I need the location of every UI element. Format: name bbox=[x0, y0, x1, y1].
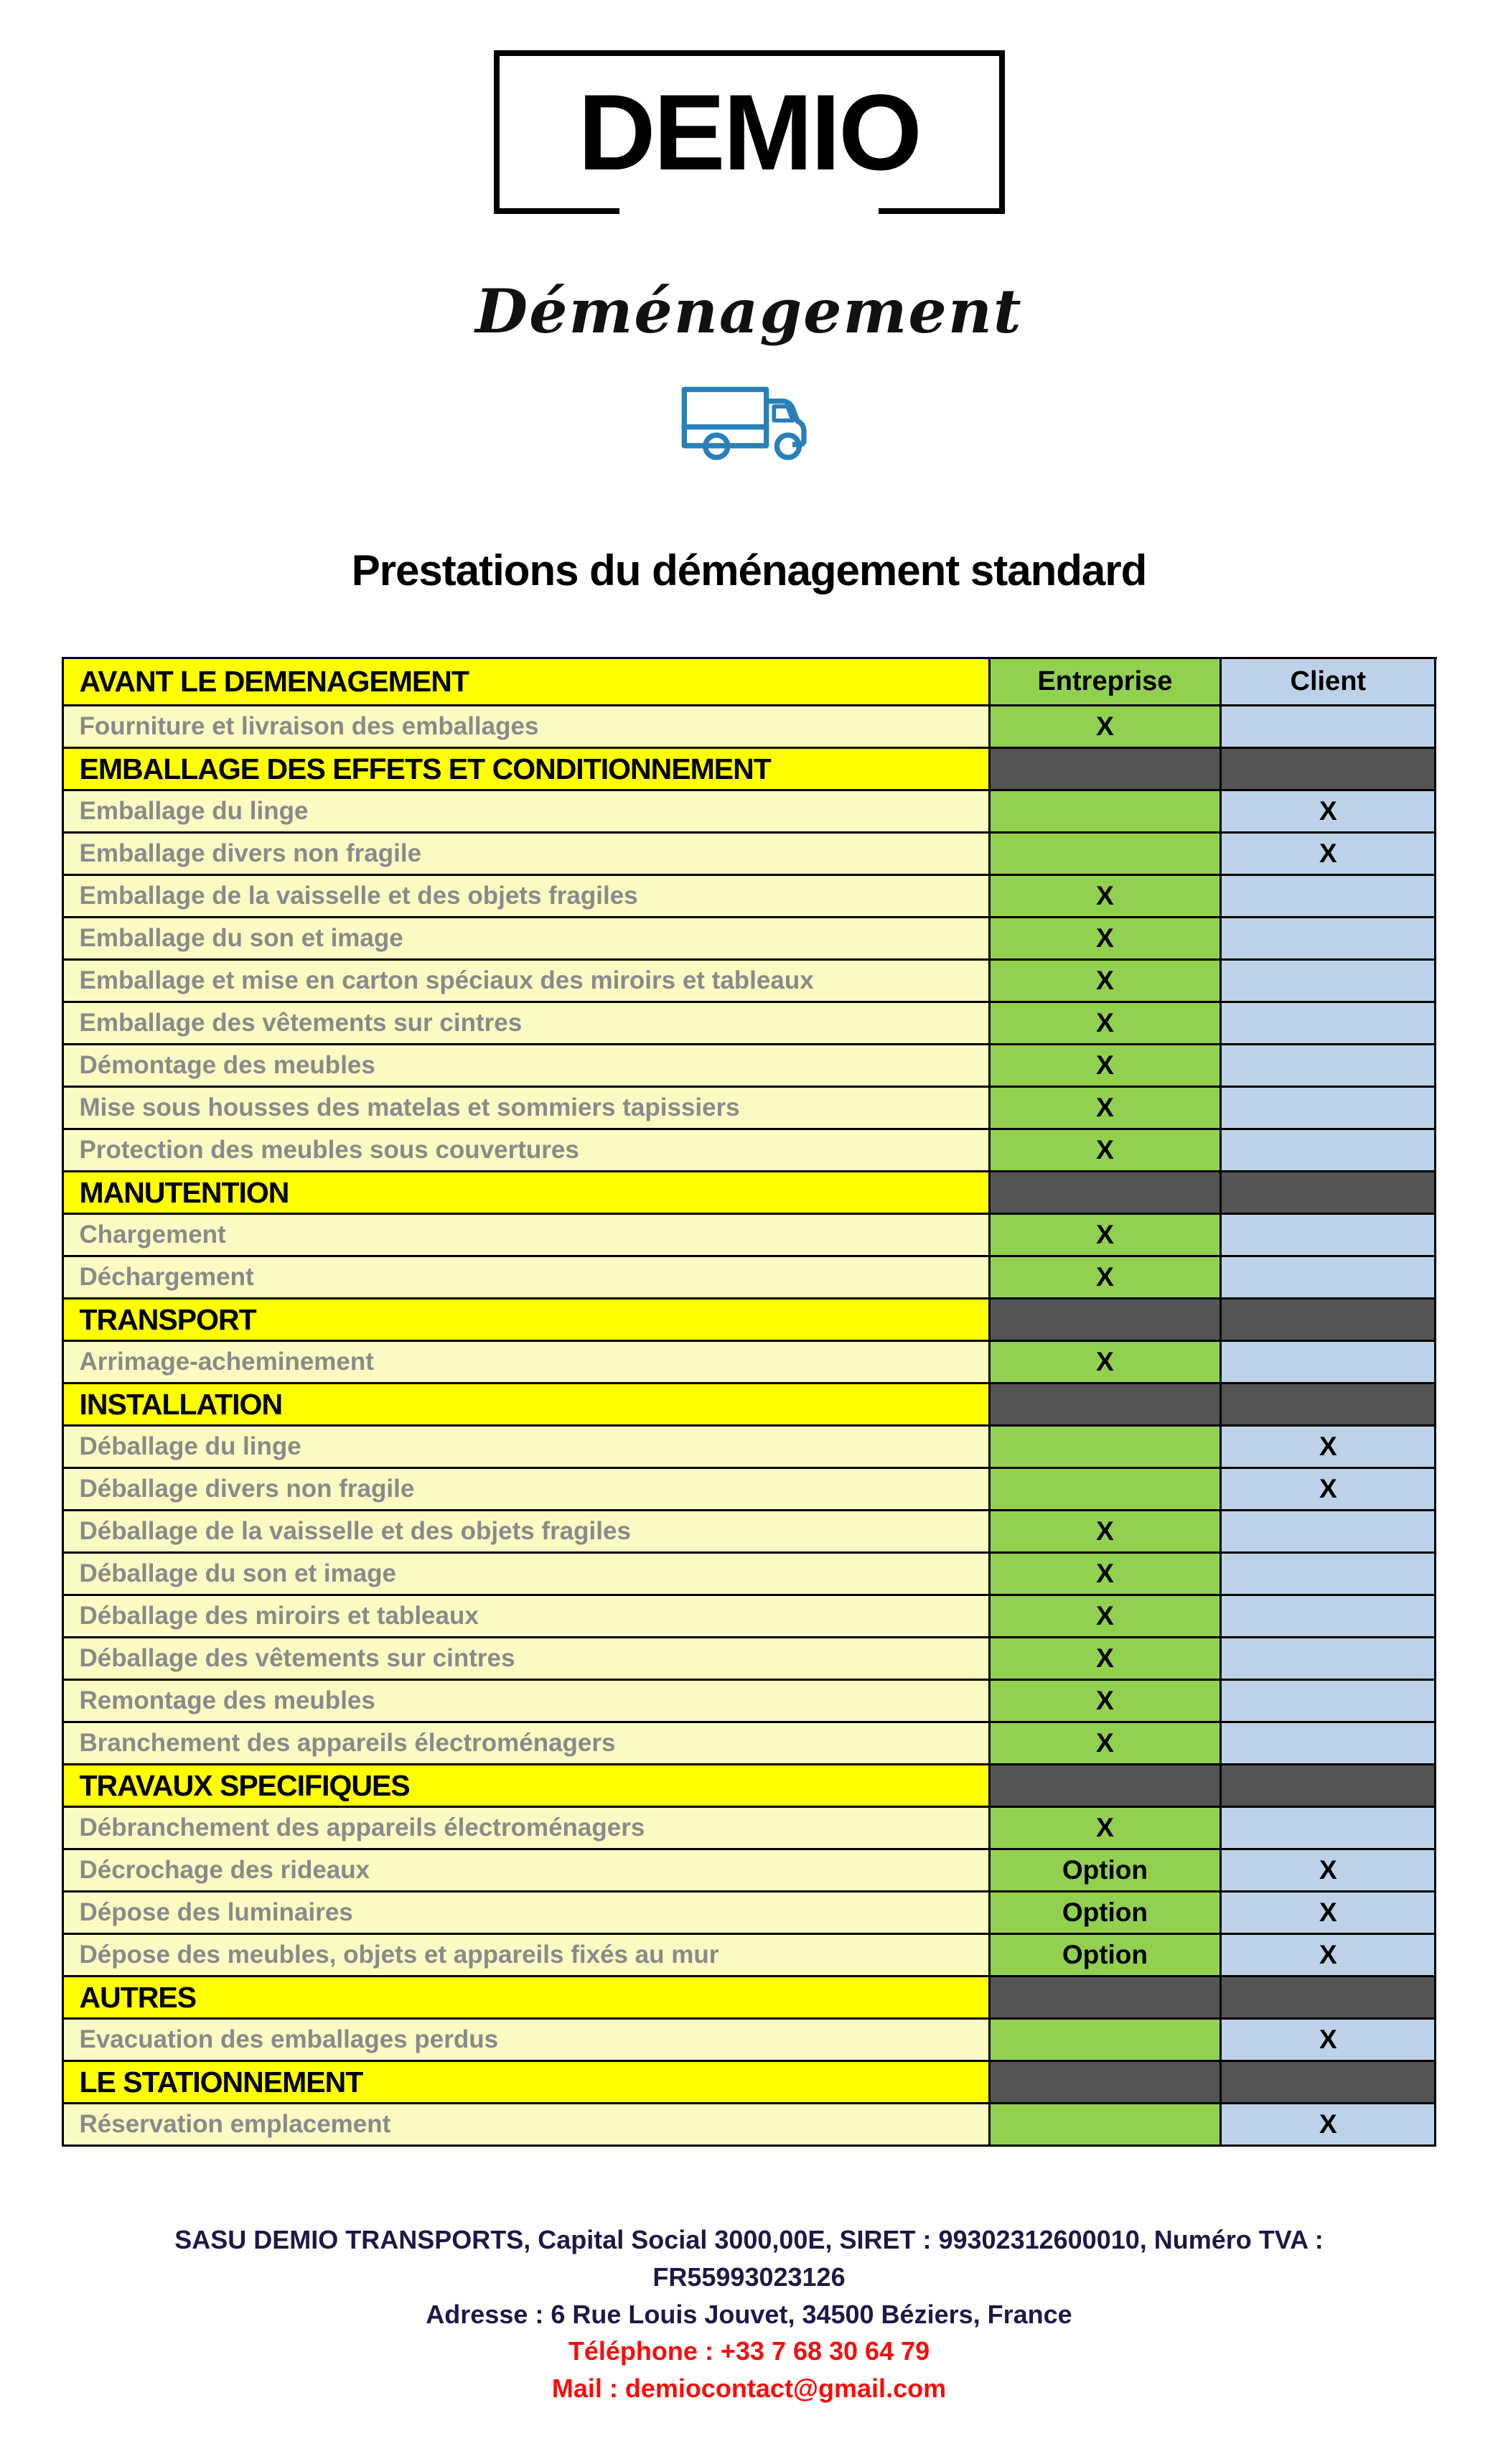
row-label-cell bbox=[64, 1554, 991, 1596]
client-cell-disabled bbox=[1222, 2062, 1436, 2104]
row-label-cell bbox=[64, 1935, 991, 1977]
entreprise-cell bbox=[991, 1681, 1222, 1723]
row-label-cell bbox=[64, 1003, 991, 1045]
section-label-cell bbox=[64, 1384, 991, 1427]
client-cell bbox=[1222, 1893, 1436, 1935]
client-cell bbox=[1222, 1130, 1436, 1172]
client-mark: X bbox=[1319, 1432, 1337, 1461]
footer-address: Adresse : 6 Rue Louis Jouvet, 34500 Béziers, France bbox=[426, 2299, 1072, 2329]
client-cell bbox=[1222, 1427, 1436, 1469]
entreprise-cell bbox=[991, 1045, 1222, 1088]
client-mark: X bbox=[1319, 796, 1337, 826]
table-row bbox=[64, 1215, 1437, 1257]
row-label: Déballage du son et image bbox=[79, 1559, 396, 1587]
entreprise-mark: X bbox=[1096, 1643, 1114, 1673]
entreprise-cell bbox=[991, 961, 1222, 1003]
section-label: TRANSPORT bbox=[79, 1302, 256, 1336]
row-label: Réservation emplacement bbox=[79, 2110, 391, 2138]
client-cell bbox=[1222, 1257, 1436, 1299]
table-section-row bbox=[64, 1299, 1437, 1342]
entreprise-cell bbox=[991, 1342, 1222, 1384]
table-section-row bbox=[64, 749, 1437, 791]
entreprise-cell bbox=[991, 1427, 1222, 1469]
entreprise-cell bbox=[991, 1511, 1222, 1554]
row-label-cell bbox=[64, 2020, 991, 2062]
entreprise-mark: Option bbox=[1062, 1940, 1148, 1969]
table-row bbox=[64, 1850, 1437, 1893]
section-label-cell bbox=[64, 1765, 991, 1808]
row-label-cell bbox=[64, 2104, 991, 2147]
table-row bbox=[64, 1554, 1437, 1596]
table-section-row bbox=[64, 1765, 1437, 1808]
row-label-cell bbox=[64, 1469, 991, 1511]
entreprise-mark: X bbox=[1096, 923, 1114, 953]
section-label: MANUTENTION bbox=[79, 1175, 289, 1209]
section-label: AUTRES bbox=[79, 1980, 197, 2014]
section-label-cell bbox=[64, 749, 991, 791]
entreprise-cell-disabled bbox=[991, 749, 1222, 791]
header-section-label: AVANT LE DEMENAGEMENT bbox=[79, 665, 469, 698]
entreprise-mark: X bbox=[1096, 966, 1114, 995]
section-label: EMBALLAGE DES EFFETS ET CONDITIONNEMENT bbox=[79, 752, 771, 785]
client-cell bbox=[1222, 1808, 1436, 1850]
entreprise-cell bbox=[991, 918, 1222, 961]
entreprise-cell-disabled bbox=[991, 1299, 1222, 1342]
row-label: Protection des meubles sous couvertures bbox=[79, 1136, 579, 1164]
header-entreprise-cell bbox=[991, 659, 1222, 706]
client-mark: X bbox=[1319, 1474, 1337, 1503]
column-header-client: Client bbox=[1290, 666, 1367, 696]
footer-tva-number: FR55993023126 bbox=[652, 2262, 846, 2292]
entreprise-cell bbox=[991, 791, 1222, 834]
table-header-row bbox=[64, 659, 1437, 706]
header-section-cell bbox=[64, 659, 991, 706]
entreprise-mark: X bbox=[1096, 881, 1114, 910]
table-body bbox=[64, 706, 1437, 2147]
row-label-cell bbox=[64, 1215, 991, 1257]
truck-icon-wrap bbox=[0, 384, 1498, 468]
table-row bbox=[64, 1257, 1437, 1299]
table-section-row bbox=[64, 1172, 1437, 1215]
entreprise-cell-disabled bbox=[991, 2062, 1222, 2104]
entreprise-cell bbox=[991, 1808, 1222, 1850]
table-row bbox=[64, 834, 1437, 876]
table-row bbox=[64, 1681, 1437, 1723]
entreprise-mark: X bbox=[1096, 1813, 1114, 1842]
table-row bbox=[64, 1088, 1437, 1130]
row-label-cell bbox=[64, 1808, 991, 1850]
table-row bbox=[64, 2104, 1437, 2147]
entreprise-cell bbox=[991, 1723, 1222, 1765]
page-footer bbox=[0, 2221, 1498, 2407]
row-label-cell bbox=[64, 1723, 991, 1765]
client-mark: X bbox=[1319, 2109, 1337, 2139]
table-row bbox=[64, 1130, 1437, 1172]
entreprise-cell bbox=[991, 1554, 1222, 1596]
table-row bbox=[64, 876, 1437, 918]
row-label: Déballage de la vaisselle et des objets fragiles bbox=[79, 1517, 631, 1545]
client-cell bbox=[1222, 1681, 1436, 1723]
page-title: Prestations du déménagement standard bbox=[351, 546, 1147, 594]
client-cell bbox=[1222, 791, 1436, 834]
table-row bbox=[64, 1596, 1437, 1638]
row-label-cell bbox=[64, 1511, 991, 1554]
entreprise-cell bbox=[991, 1893, 1222, 1935]
client-cell bbox=[1222, 918, 1436, 961]
table-row bbox=[64, 1045, 1437, 1088]
row-label-cell bbox=[64, 1130, 991, 1172]
column-header-entreprise: Entreprise bbox=[1037, 666, 1173, 696]
table-row bbox=[64, 1469, 1437, 1511]
entreprise-mark: Option bbox=[1062, 1855, 1148, 1885]
table-row bbox=[64, 706, 1437, 749]
client-cell bbox=[1222, 834, 1436, 876]
client-cell bbox=[1222, 876, 1436, 918]
entreprise-mark: X bbox=[1096, 711, 1114, 741]
row-label: Mise sous housses des matelas et sommiers tapissiers bbox=[79, 1093, 740, 1121]
row-label: Déballage du linge bbox=[79, 1432, 301, 1460]
entreprise-mark: X bbox=[1096, 1728, 1114, 1758]
entreprise-cell bbox=[991, 1469, 1222, 1511]
client-cell bbox=[1222, 2020, 1436, 2062]
entreprise-mark: X bbox=[1096, 1686, 1114, 1715]
footer-phone: Téléphone : +33 7 68 30 64 79 bbox=[568, 2336, 930, 2366]
row-label-cell bbox=[64, 1257, 991, 1299]
entreprise-mark: X bbox=[1096, 1050, 1114, 1080]
section-label: TRAVAUX SPECIFIQUES bbox=[79, 1768, 410, 1802]
table-row bbox=[64, 961, 1437, 1003]
client-cell bbox=[1222, 1003, 1436, 1045]
row-label: Déballage des miroirs et tableaux bbox=[79, 1602, 479, 1630]
row-label-cell bbox=[64, 1850, 991, 1893]
table-row bbox=[64, 1723, 1437, 1765]
row-label: Dépose des meubles, objets et appareils fixés au mur bbox=[79, 1941, 719, 1969]
row-label-cell bbox=[64, 791, 991, 834]
entreprise-cell-disabled bbox=[991, 1765, 1222, 1808]
footer-email: Mail : demiocontact@gmail.com bbox=[551, 2374, 947, 2404]
row-label: Déballage divers non fragile bbox=[79, 1475, 415, 1503]
client-cell bbox=[1222, 706, 1436, 749]
client-cell-disabled bbox=[1222, 1977, 1436, 2020]
row-label: Débranchement des appareils électroménagers bbox=[79, 1814, 645, 1842]
entreprise-mark: X bbox=[1096, 1093, 1114, 1122]
services-table bbox=[62, 657, 1437, 2147]
client-cell-disabled bbox=[1222, 1299, 1436, 1342]
truck-icon bbox=[679, 384, 820, 465]
entreprise-mark: Option bbox=[1062, 1898, 1148, 1927]
entreprise-cell bbox=[991, 1215, 1222, 1257]
row-label: Evacuation des emballages perdus bbox=[79, 2025, 499, 2053]
entreprise-mark: X bbox=[1096, 1135, 1114, 1165]
entreprise-mark: X bbox=[1096, 1347, 1114, 1376]
brand-tagline: Déménagement bbox=[475, 276, 1023, 347]
row-label-cell bbox=[64, 1638, 991, 1681]
section-label-cell bbox=[64, 1172, 991, 1215]
entreprise-cell bbox=[991, 2020, 1222, 2062]
table-row bbox=[64, 1808, 1437, 1850]
row-label: Emballage divers non fragile bbox=[79, 839, 422, 867]
table-section-row bbox=[64, 1977, 1437, 2020]
table-row bbox=[64, 1003, 1437, 1045]
client-cell bbox=[1222, 1469, 1436, 1511]
row-label: Emballage du son et image bbox=[79, 924, 403, 952]
client-mark: X bbox=[1319, 839, 1337, 868]
entreprise-cell bbox=[991, 1257, 1222, 1299]
row-label: Chargement bbox=[79, 1221, 226, 1249]
logo-box bbox=[494, 50, 1005, 214]
entreprise-cell bbox=[991, 876, 1222, 918]
section-label-cell bbox=[64, 1977, 991, 2020]
section-label-cell bbox=[64, 1299, 991, 1342]
row-label-cell bbox=[64, 1045, 991, 1088]
row-label: Déballage des vêtements sur cintres bbox=[79, 1644, 515, 1672]
logo-border-gap bbox=[619, 208, 879, 214]
section-label-cell bbox=[64, 2062, 991, 2104]
entreprise-cell bbox=[991, 1638, 1222, 1681]
row-label: Fourniture et livraison des emballages bbox=[79, 712, 539, 740]
row-label-cell bbox=[64, 834, 991, 876]
row-label-cell bbox=[64, 1088, 991, 1130]
client-cell bbox=[1222, 1935, 1436, 1977]
client-cell bbox=[1222, 1215, 1436, 1257]
header-client-cell bbox=[1222, 659, 1436, 706]
section-label: INSTALLATION bbox=[79, 1387, 283, 1421]
table-row bbox=[64, 2020, 1437, 2062]
entreprise-cell bbox=[991, 1003, 1222, 1045]
entreprise-cell bbox=[991, 834, 1222, 876]
client-cell bbox=[1222, 1511, 1436, 1554]
entreprise-mark: X bbox=[1096, 1220, 1114, 1249]
entreprise-cell bbox=[991, 1850, 1222, 1893]
table-row bbox=[64, 918, 1437, 961]
brand-name: DEMIO bbox=[578, 72, 920, 192]
row-label-cell bbox=[64, 1342, 991, 1384]
entreprise-mark: X bbox=[1096, 1559, 1114, 1588]
row-label: Emballage du linge bbox=[79, 797, 309, 825]
client-cell bbox=[1222, 1850, 1436, 1893]
row-label-cell bbox=[64, 706, 991, 749]
table-row bbox=[64, 1638, 1437, 1681]
table-section-row bbox=[64, 1384, 1437, 1427]
row-label-cell bbox=[64, 1893, 991, 1935]
row-label: Dépose des luminaires bbox=[79, 1898, 353, 1926]
table-row bbox=[64, 1342, 1437, 1384]
client-cell bbox=[1222, 1045, 1436, 1088]
client-cell bbox=[1222, 1088, 1436, 1130]
table-row bbox=[64, 791, 1437, 834]
row-label-cell bbox=[64, 1596, 991, 1638]
table-section-row bbox=[64, 2062, 1437, 2104]
row-label: Arrimage-acheminement bbox=[79, 1348, 374, 1376]
client-mark: X bbox=[1319, 1898, 1337, 1927]
client-mark: X bbox=[1319, 1940, 1337, 1969]
client-cell bbox=[1222, 2104, 1436, 2147]
row-label-cell bbox=[64, 1427, 991, 1469]
entreprise-cell bbox=[991, 1596, 1222, 1638]
client-cell-disabled bbox=[1222, 749, 1436, 791]
row-label: Décrochage des rideaux bbox=[79, 1856, 370, 1884]
row-label: Remontage des meubles bbox=[79, 1686, 375, 1714]
row-label: Emballage de la vaisselle et des objets fragiles bbox=[79, 882, 638, 910]
client-cell bbox=[1222, 1596, 1436, 1638]
table-row bbox=[64, 1511, 1437, 1554]
client-cell-disabled bbox=[1222, 1765, 1436, 1808]
entreprise-mark: X bbox=[1096, 1601, 1114, 1630]
entreprise-cell bbox=[991, 706, 1222, 749]
entreprise-cell-disabled bbox=[991, 1172, 1222, 1215]
entreprise-cell bbox=[991, 1130, 1222, 1172]
entreprise-mark: X bbox=[1096, 1008, 1114, 1037]
entreprise-cell bbox=[991, 1088, 1222, 1130]
client-cell-disabled bbox=[1222, 1172, 1436, 1215]
table-row bbox=[64, 1893, 1437, 1935]
entreprise-mark: X bbox=[1096, 1262, 1114, 1292]
client-mark: X bbox=[1319, 2025, 1337, 2054]
table-row bbox=[64, 1427, 1437, 1469]
row-label-cell bbox=[64, 918, 991, 961]
entreprise-cell bbox=[991, 2104, 1222, 2147]
row-label: Branchement des appareils électroménagers bbox=[79, 1729, 616, 1757]
entreprise-cell bbox=[991, 1935, 1222, 1977]
row-label-cell bbox=[64, 961, 991, 1003]
entreprise-cell-disabled bbox=[991, 1977, 1222, 2020]
row-label-cell bbox=[64, 1681, 991, 1723]
entreprise-cell-disabled bbox=[991, 1384, 1222, 1427]
footer-company-line: SASU DEMIO TRANSPORTS, Capital Social 3000,00E, SIRET : 99302312600010, Numéro TVA : bbox=[174, 2225, 1324, 2254]
table-row bbox=[64, 1935, 1437, 1977]
client-mark: X bbox=[1319, 1855, 1337, 1885]
section-label: LE STATIONNEMENT bbox=[79, 2065, 363, 2099]
client-cell bbox=[1222, 1723, 1436, 1765]
entreprise-mark: X bbox=[1096, 1516, 1114, 1546]
client-cell bbox=[1222, 1342, 1436, 1384]
row-label-cell bbox=[64, 876, 991, 918]
client-cell-disabled bbox=[1222, 1384, 1436, 1427]
row-label: Déchargement bbox=[79, 1263, 254, 1291]
client-cell bbox=[1222, 1638, 1436, 1681]
row-label: Démontage des meubles bbox=[79, 1051, 375, 1079]
client-cell bbox=[1222, 1554, 1436, 1596]
client-cell bbox=[1222, 961, 1436, 1003]
row-label: Emballage et mise en carton spéciaux des miroirs et tableaux bbox=[79, 966, 814, 994]
row-label: Emballage des vêtements sur cintres bbox=[79, 1009, 523, 1037]
